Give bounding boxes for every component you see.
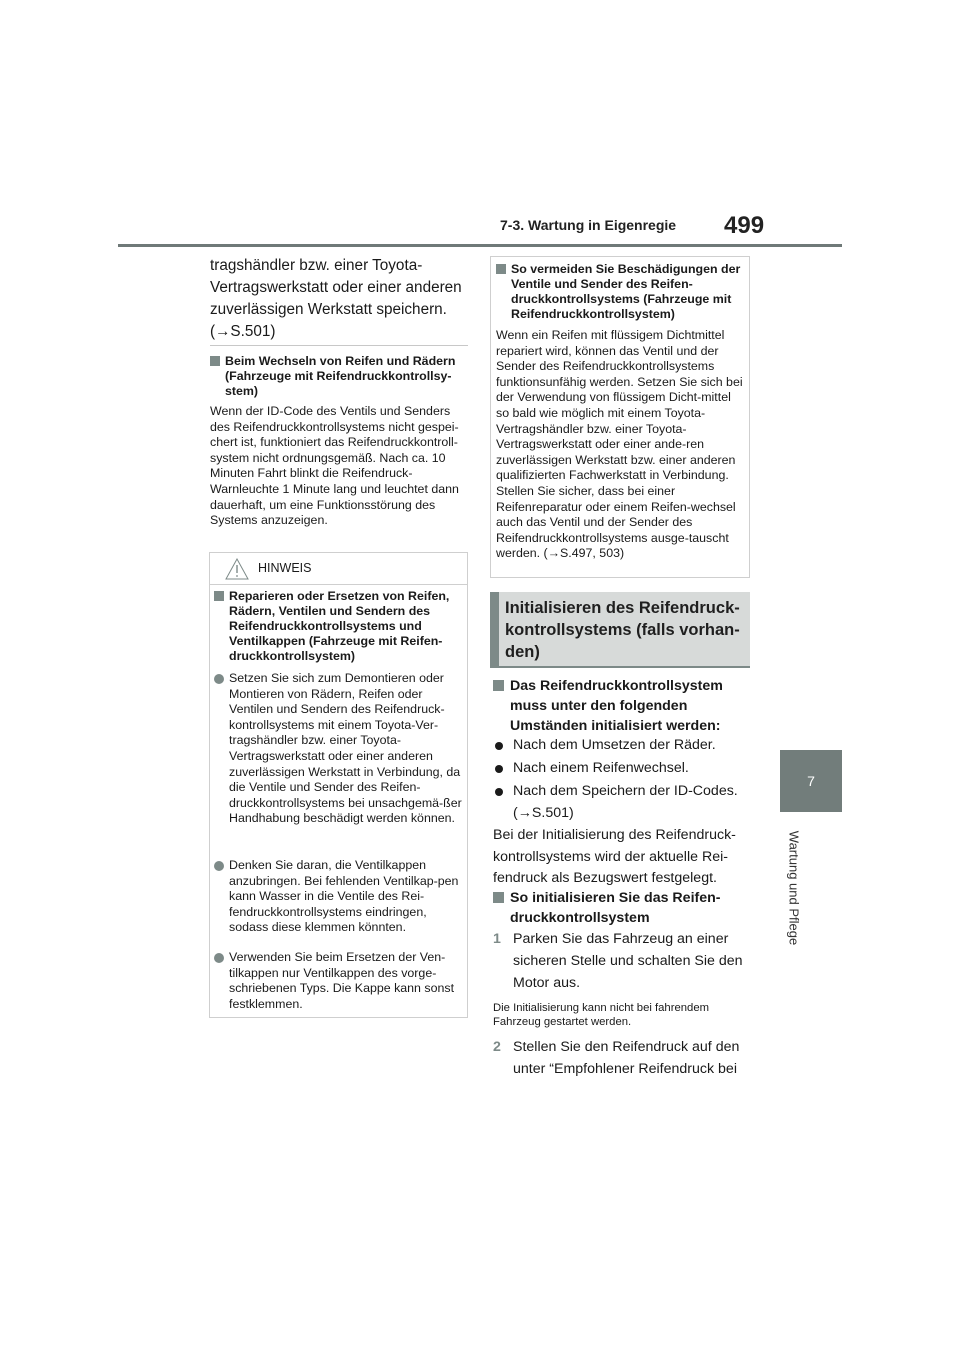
section-heading-bar: [490, 592, 499, 668]
round-bullet-icon: [214, 861, 224, 871]
howto-heading: So initialisieren Sie das Reifen-druckkontrollsystem: [493, 888, 745, 928]
list-item: Nach einem Reifenwechsel.: [493, 758, 745, 780]
round-bullet-icon: [214, 674, 224, 684]
square-bullet-icon: [493, 892, 504, 903]
notice-heading: Reparieren oder Ersetzen von Reifen, Rädern, Ventilen und Sendern des Reifendruckkontrollsystems und Ventilkappen (Fahrzeuge mit Reifen-druckkontrollsystem): [214, 589, 462, 664]
init-text: Bei der Initialisierung des Reifendruck-kontrollsystems wird der aktuelle Rei-fendruck als Bezugswert festgelegt.: [493, 827, 736, 886]
tire-change-body: Wenn der ID-Code des Ventils und Senders des Reifendruckkontrollsystems nicht gespei-chert ist, funktioniert das Reifendruckkontroll-system nicht ordnungsgemäß. Nach ca. 10 Minuten Fahrt blinkt die Reifendruck-Warnleuchte 1 Minute lang und leuchtet dann dauerhaft, um eine Funktionsstörung des Systems anzuzeigen.: [210, 404, 459, 528]
square-bullet-icon: [493, 680, 504, 691]
list-item: Nach dem Umsetzen der Räder.: [493, 735, 745, 757]
step-number: 2: [493, 1039, 501, 1055]
chapter-number: 7: [807, 773, 815, 789]
bullet-dot-icon: [495, 742, 503, 750]
tire-change-heading: Beim Wechseln von Reifen und Rädern (Fahrzeuge mit Reifendruckkontrollsy-stem): [210, 354, 468, 399]
round-bullet-icon: [214, 953, 224, 963]
step-number: 1: [493, 931, 501, 947]
section-heading: Initialisieren des Reifendruck-kontrollsystems (falls vorhan-den): [505, 599, 740, 661]
notice-item: Denken Sie daran, die Ventilkappen anzubringen. Bei fehlenden Ventilkap-pen kann Wasser in die Ventile des Rei-fendruckkontrollsystems eindringen, sodass diese klemmen könnten.: [214, 858, 462, 936]
notice-title: HINWEIS: [258, 561, 312, 575]
square-bullet-icon: [214, 591, 224, 601]
chapter-label: Wartung und Pflege: [786, 830, 802, 946]
divider: [210, 345, 468, 346]
info-box-body: Wenn ein Reifen mit flüssigem Dichtmittel repariert wird, können das Ventil und der Sender des Reifendruckkontrollsystems funktionsunfähig werden. Setzen Sie sich bei der Verwendung von flüssigem Dicht-mittel so bald wie möglich mit einem Toyota-Vertragshändler bzw. einer Toyota-Vertragswerkstatt oder einer ande-ren zuverlässigen Werkstatt bzw. einer anderen qualifizierten Fachwerkstatt in Verbindung. Stellen Sie sicher, dass bei einer Reifenreparatur oder einem Reifen-wechsel auch das Ventil und der Sender des Reifendruckkontrollsystems ausge-tauscht werden. (→S.497, 503): [496, 328, 743, 561]
init-heading: Das Reifendruckkontrollsystem muss unter den folgenden Umständen initialisiert werden:: [493, 676, 745, 736]
square-bullet-icon: [210, 356, 220, 366]
intro-text: tragshändler bzw. einer Toyota-Vertragswerkstatt oder einer anderen zuverlässigen Werkstatt speichern. (→S.501): [210, 257, 462, 340]
step-item: [493, 1036, 745, 1080]
bullet-dot-icon: [495, 788, 503, 796]
list-item: Nach dem Speichern der ID-Codes. (→S.501): [493, 781, 745, 824]
section-title: 7-3. Wartung in Eigenregie: [500, 217, 677, 233]
bullet-dot-icon: [495, 765, 503, 773]
step-text: Parken Sie das Fahrzeug an einer sicheren Stelle und schalten Sie den Motor aus.: [513, 931, 743, 991]
step-item: [493, 928, 745, 994]
step-text: Stellen Sie den Reifendruck auf den unter “Empfohlener Reifendruck bei: [513, 1039, 740, 1077]
notice-item: Setzen Sie sich zum Demontieren oder Montieren von Rädern, Reifen oder Ventilen und Sendern des Reifendruck-kontrollsystems mit einem Toyota-Ver-tragshändler bzw. einer Toyota-Vertragswerkstatt oder einer anderen zuverlässigen Werkstatt in Verbindung, da die Ventile und Sender des Reifen-druckkontrollsystems bei unsachgemä-ßer Handhabung beschädigt werden können.: [214, 671, 462, 827]
notice-item: Verwenden Sie beim Ersetzen der Ven-tilkappen nur Ventilkappen des vorge-schriebenen Typs. Die Kappe kann sonst festklemmen.: [214, 950, 462, 1012]
chapter-tab[interactable]: [780, 750, 842, 812]
square-bullet-icon: [496, 264, 506, 274]
page-number: 499: [724, 212, 765, 239]
header-rule: [118, 244, 842, 247]
info-box-heading: So vermeiden Sie Beschädigungen der Ventile und Sender des Reifen-druckkontrollsystems (Fahrzeuge mit Reifendruckkontrollsystem): [496, 262, 744, 322]
step-note: Die Initialisierung kann nicht bei fahrendem Fahrzeug gestartet werden.: [493, 1002, 710, 1028]
section-heading-rule: [490, 666, 750, 668]
warning-triangle-icon: [225, 558, 249, 580]
